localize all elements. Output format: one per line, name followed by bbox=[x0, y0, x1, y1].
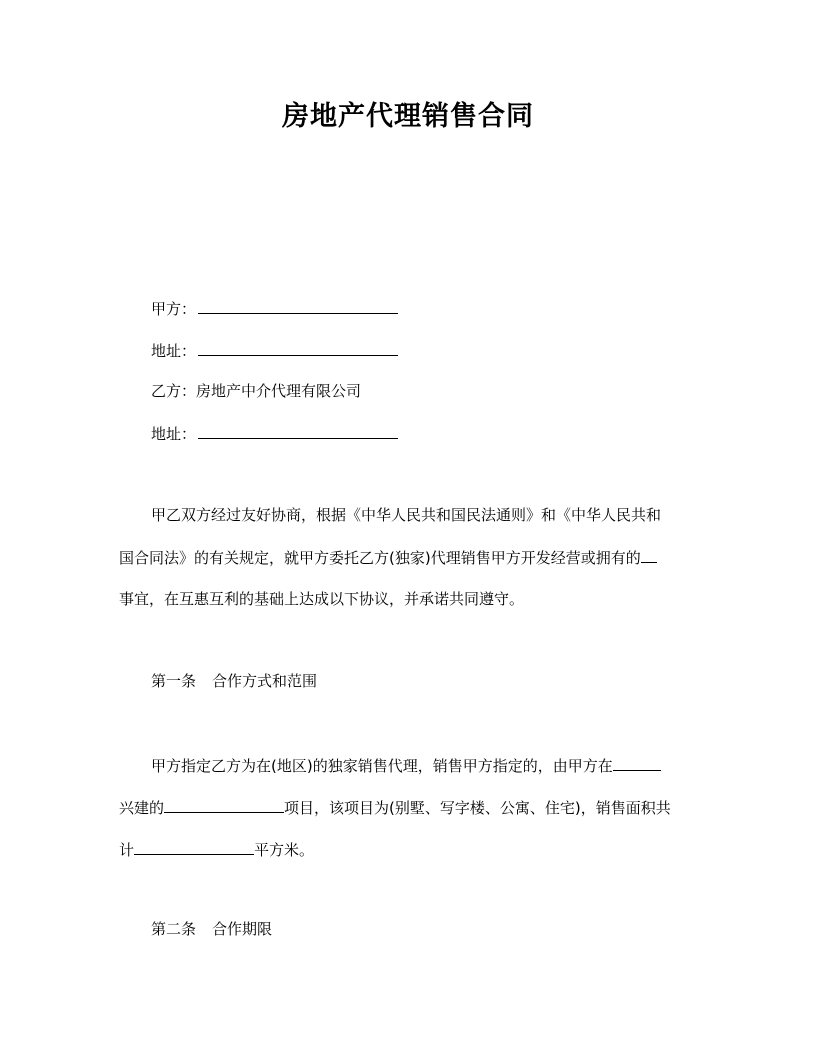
preamble-text-1: 甲乙双方经过友好协商，根据《中华人民共和国民法通则》和《中华人民共和 bbox=[151, 506, 662, 524]
party-b-address-line bbox=[151, 423, 398, 444]
party-b-line bbox=[151, 381, 361, 401]
party-b-address-label: 地址： bbox=[151, 425, 197, 443]
article-1-line-2 bbox=[119, 797, 671, 818]
article-1-text-3a: 计 bbox=[119, 841, 135, 859]
party-b-name: 房地产中介代理有限公司 bbox=[196, 382, 362, 400]
article-1-text-3b: 平方米。 bbox=[254, 841, 315, 859]
party-b-label: 乙方： bbox=[151, 382, 197, 400]
party-a-address-blank[interactable] bbox=[198, 340, 398, 356]
preamble-text-2: 国合同法》的有关规定，就甲方委托乙方(独家)代理销售甲方开发经营或拥有的 bbox=[119, 549, 641, 567]
article-1-area-blank[interactable] bbox=[134, 839, 254, 855]
article-1-project-blank[interactable] bbox=[164, 797, 284, 813]
preamble-line-3 bbox=[119, 589, 524, 609]
article-2-number: 第二条 bbox=[151, 920, 197, 938]
party-a-address-line bbox=[151, 340, 398, 361]
article-1-location-blank[interactable] bbox=[613, 755, 661, 771]
preamble-text-3: 事宜，在互惠互利的基础上达成以下协议，并承诺共同遵守。 bbox=[119, 590, 525, 608]
article-1-line-1 bbox=[119, 755, 661, 776]
article-1-text-2a: 兴建的 bbox=[119, 799, 165, 817]
article-1-text-1: 甲方指定乙方为在(地区)的独家销售代理，销售甲方指定的，由甲方在 bbox=[151, 757, 613, 775]
party-a-label: 甲方： bbox=[151, 300, 197, 318]
preamble-blank[interactable] bbox=[641, 547, 657, 563]
article-1-number: 第一条 bbox=[151, 672, 197, 690]
article-1-text-2b: 项目，该项目为(别墅、写字楼、公寓、住宅)，销售面积共 bbox=[284, 799, 671, 817]
article-2-heading bbox=[151, 919, 272, 939]
party-a-line bbox=[151, 298, 398, 319]
party-a-blank[interactable] bbox=[198, 298, 398, 314]
preamble-line-2 bbox=[119, 547, 657, 568]
article-2-title: 合作期限 bbox=[212, 920, 273, 938]
article-1-heading bbox=[151, 671, 317, 691]
party-b-address-blank[interactable] bbox=[198, 423, 398, 439]
party-a-address-label: 地址： bbox=[151, 342, 197, 360]
article-1-line-3 bbox=[119, 839, 314, 860]
document-title: 房地产代理销售合同 bbox=[282, 101, 534, 132]
article-1-title: 合作方式和范围 bbox=[212, 672, 318, 690]
preamble-line-1 bbox=[119, 505, 661, 525]
